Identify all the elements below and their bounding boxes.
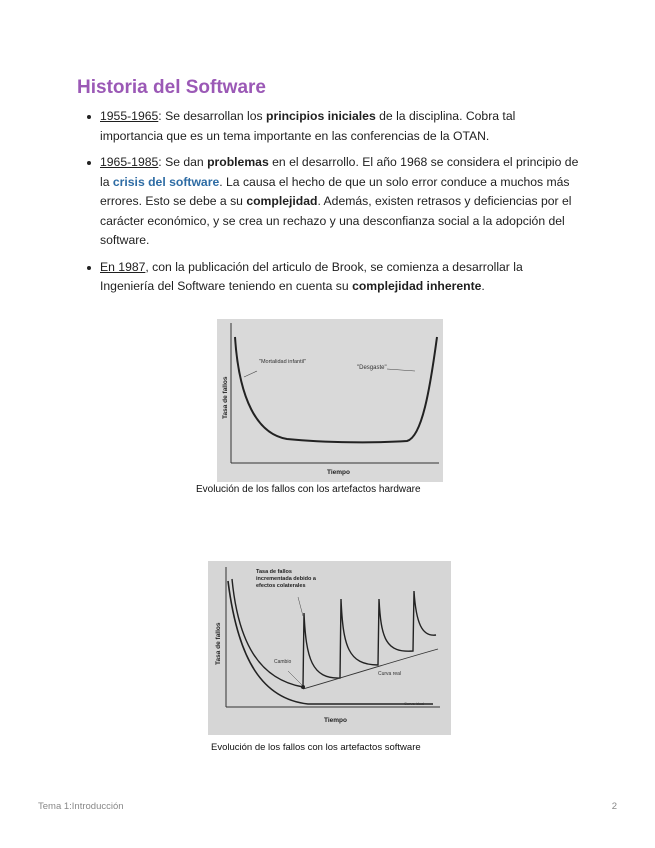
section-title: Historia del Software — [77, 77, 266, 98]
photo-background — [208, 561, 451, 735]
label-left-wrap — [259, 359, 319, 385]
label-side-effects: Tasa de fallos incrementada debido a efectos colaterales — [256, 569, 316, 589]
bold-term: problemas — [207, 155, 269, 169]
text: . La causa el hecho de que un solo error conduce a muchos más errores. Esto se debe a su — [100, 174, 570, 208]
list-item — [100, 153, 580, 251]
text: . — [481, 279, 485, 293]
hardware-failure-chart — [217, 319, 443, 482]
crisis-link[interactable]: crisis del software — [112, 174, 220, 189]
label-wear-out: "Desgaste" — [357, 365, 387, 371]
text: , con la publicación del articulo de Brook, se comienza a desarrollar la Ingeniería del Software teniendo en cuenta su — [100, 259, 523, 293]
label-change: Cambio — [274, 659, 292, 665]
hardware-failure-figure — [217, 319, 443, 482]
bold-term: principios iniciales — [266, 109, 376, 123]
bold-term: complejidad inherente — [352, 279, 482, 293]
history-list — [100, 107, 580, 304]
photo-background — [217, 319, 443, 482]
list-item — [100, 107, 580, 146]
page-number: 2 — [611, 801, 617, 812]
period-1955-1965: 1955-1965 — [100, 109, 159, 123]
bold-term: complejidad — [246, 194, 318, 208]
label-infant-mortality: "Mortalidad infantil" — [259, 359, 307, 365]
footer-chapter: Tema 1:Introducción — [38, 801, 124, 812]
y-axis-label: Tasa de fallos — [215, 622, 222, 665]
text: . Además, existen retrasos y deficiencias por el carácter económico, y se crea un rechazo y una desconfianza social a la adopción del software. — [100, 194, 572, 247]
x-axis-label: Tiempo — [324, 717, 347, 724]
software-failure-figure — [208, 561, 451, 735]
period-1987: En 1987 — [100, 259, 146, 274]
text: en el desarrollo. El año 1968 se considera el principio de la — [100, 155, 579, 189]
label-top-wrap — [256, 569, 326, 599]
software-caption: Evolución de los fallos con los artefactos software — [211, 742, 421, 753]
text: de la disciplina. Cobra tal importancia que es un tema importante en las conferencias de la OTAN. — [100, 109, 516, 143]
change-point — [301, 685, 305, 689]
hardware-caption: Evolución de los fallos con los artefactos hardware — [196, 484, 421, 495]
text: : Se desarrollan los — [158, 109, 267, 123]
label-ideal-curve: Curva ideal — [404, 701, 425, 706]
text: : Se dan — [158, 155, 208, 169]
y-axis-label: Tasa de fallos — [222, 376, 229, 419]
software-failure-chart — [208, 561, 451, 735]
list-item — [100, 258, 580, 297]
label-real-curve: Curva real — [378, 671, 402, 677]
x-axis-label: Tiempo — [327, 469, 350, 476]
period-1965-1985: 1965-1985 — [100, 155, 159, 169]
